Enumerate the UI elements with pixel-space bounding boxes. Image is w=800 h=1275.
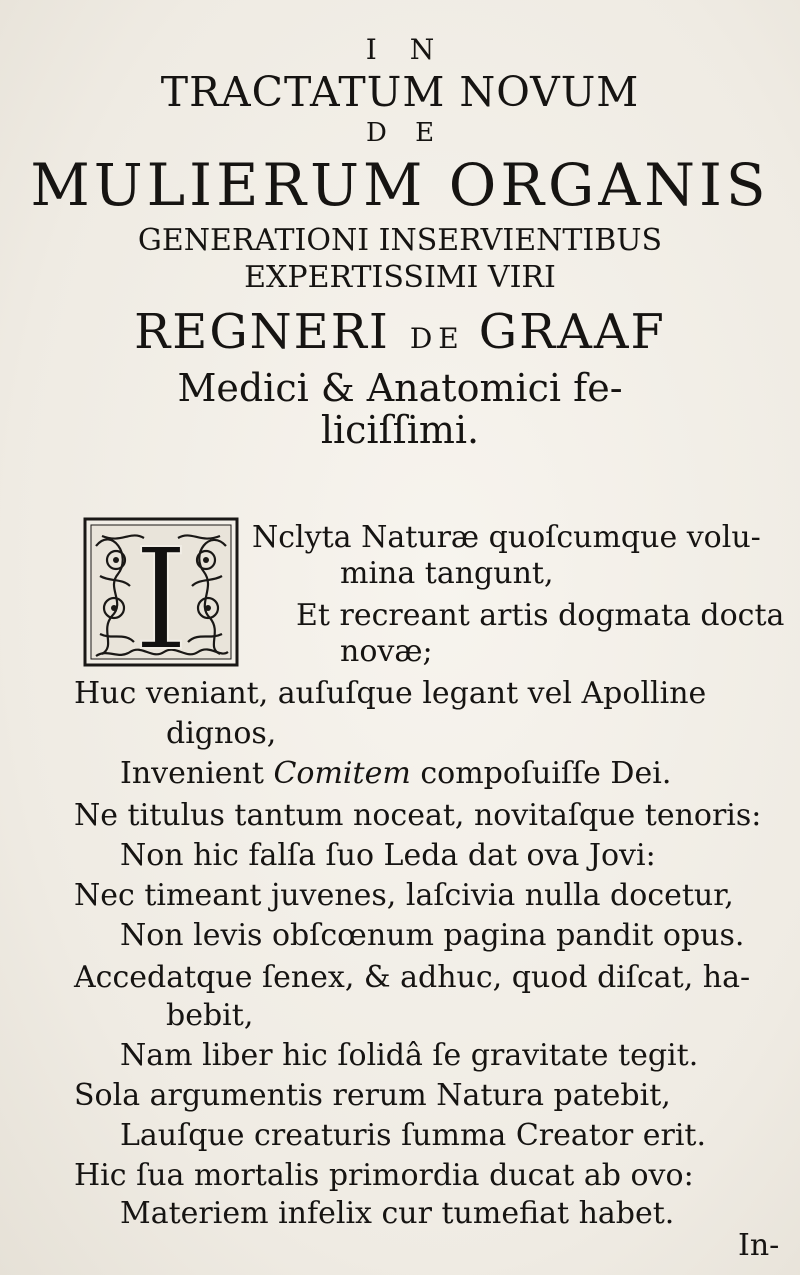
title-line-generationi: GENERATIONI INSERVIENTIBUS xyxy=(137,223,663,258)
ornament-icon xyxy=(82,516,240,668)
verse-line-7 xyxy=(120,756,671,792)
verse-line-6: dignos, xyxy=(166,716,277,751)
verse-line-5: Huc veniant, auſuſque legant vel Apolline xyxy=(74,676,707,711)
title-line-expertissimi: EXPERTISSIMI VIRI xyxy=(244,260,556,295)
verse-line-1: Nclyta Naturæ quoſcumque volu- xyxy=(252,520,761,555)
verse-line-7-c: compoſuiſſe Dei. xyxy=(410,756,672,791)
verse-line-7-a: Invenient xyxy=(120,756,274,791)
verse-line-13: bebit, xyxy=(166,998,254,1033)
verse-line-12: Accedatque ſenex, & adhuc, quod diſcat, ha- xyxy=(74,960,751,995)
verse-line-3: Et recreant artis dogmata docta xyxy=(296,598,785,633)
decorated-initial xyxy=(82,516,240,668)
verse-line-7-italic: Comitem xyxy=(273,756,411,791)
title-line-de: D E xyxy=(365,118,445,148)
title-block xyxy=(0,30,800,451)
title-line-medici: Medici & Anatomici fe- xyxy=(177,366,623,410)
author-first-name: REGNERI xyxy=(134,304,390,360)
verse-line-10: Nec timeant juvenes, laſcivia nulla docetur, xyxy=(74,878,734,913)
verse-line-4: novæ; xyxy=(340,634,433,669)
verse-line-8: Ne titulus tantum noceat, novitaſque tenoris: xyxy=(74,798,762,833)
catchword: In- xyxy=(738,1228,780,1263)
title-line-felicissimi: liciſſimi. xyxy=(320,408,480,452)
initial-letter: I xyxy=(133,519,189,668)
verse-line-17: Hic ſua mortalis primordia ducat ab ovo: xyxy=(74,1158,694,1193)
verse-line-18: Materiem infelix cur tumefiat habet. xyxy=(120,1196,675,1231)
verse-line-15: Sola argumentis rerum Natura patebit, xyxy=(74,1078,671,1113)
author-name xyxy=(0,304,800,367)
verse-line-9: Non hic falſa ſuo Leda dat ova Jovi: xyxy=(120,838,656,873)
author-surname: GRAAF xyxy=(478,304,666,360)
verse-line-14: Nam liber hic ſolidâ ſe gravitate tegit. xyxy=(120,1038,699,1073)
title-line-tractatum: TRACTATUM NOVUM xyxy=(160,68,640,116)
title-line-mulierum: MULIERUM ORGANIS xyxy=(30,151,770,219)
verse-line-11: Non levis obſcœnum pagina pandit opus. xyxy=(120,918,745,953)
verse-line-2: mina tangunt, xyxy=(340,556,554,591)
title-line-in: I N xyxy=(365,33,447,66)
verse-line-16: Lauſque creaturis ſumma Creator erit. xyxy=(120,1118,707,1153)
author-particle: DE xyxy=(409,322,465,355)
